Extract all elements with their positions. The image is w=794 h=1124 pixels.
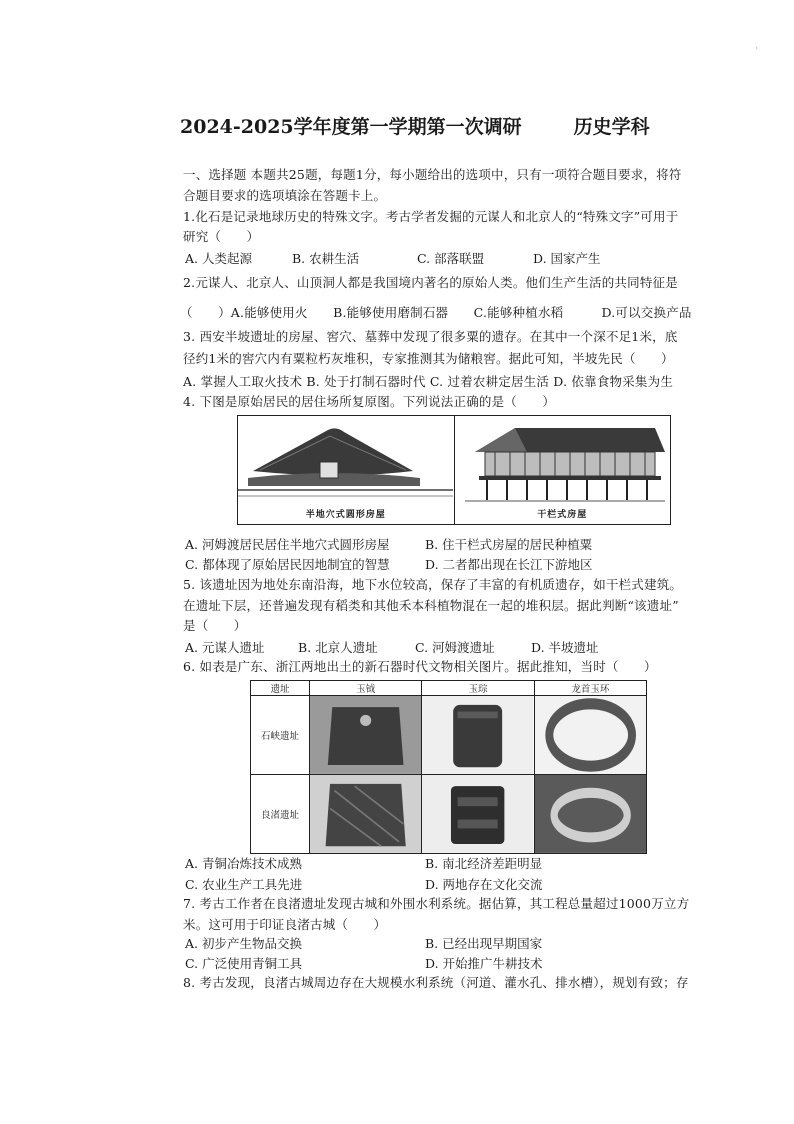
q1-option-a[interactable]: A. 人类起源 (185, 251, 252, 266)
q4-option-d[interactable]: D. 二者都出现在长江下游地区 (425, 557, 593, 572)
dragon-ring-photo (535, 775, 646, 853)
q7-option-d[interactable]: D. 开始推广牛耕技术 (425, 956, 543, 971)
jade-cong-photo (422, 696, 533, 774)
q5-option-a[interactable]: A. 元谋人遗址 (185, 640, 265, 655)
q6-option-a[interactable]: A. 青铜冶炼技术成熟 (185, 856, 302, 871)
q1-option-d[interactable]: D. 国家产生 (533, 251, 601, 266)
q1-option-c[interactable]: C. 部落联盟 (417, 251, 485, 266)
q7-options-row-2 (185, 954, 543, 972)
liangzhu-ring-image (534, 774, 646, 853)
q6-options-row-2 (185, 875, 543, 893)
q6-stem: 6. 如表是广东、浙江两地出土的新石器时代文物相关图片。据此推知，当时（ ） (183, 659, 657, 674)
jade-yue-photo (310, 696, 421, 774)
q3-stem-1: 3. 西安半坡遗址的房屋、窖穴、墓葬中发现了很多粟的遗存。在其中一个深不足1米，底 (183, 329, 678, 344)
q7-option-c[interactable]: C. 广泛使用青铜工具 (185, 956, 303, 971)
q7-option-b[interactable]: B. 已经出现早期国家 (425, 936, 543, 951)
table-header-jade-yue: 玉钺 (310, 681, 422, 696)
q8-stem: 8. 考古发现，良渚古城周边存在大规模水利系统（河道、灌水孔、排水槽），规划有致；存 (183, 975, 689, 990)
q4-dwelling-figure (237, 415, 671, 525)
q7-option-a[interactable]: A. 初步产生物品交换 (185, 936, 302, 951)
page-title (180, 112, 740, 139)
shixia-ring-image (534, 696, 646, 775)
q2-answer-line[interactable]: （ ）A.能够使用火 B.能够使用磨制石器 C.能够种植水稻 D.可以交换产品 (180, 305, 692, 320)
q5-option-d[interactable]: D. 半坡遗址 (531, 640, 599, 655)
q4-option-b[interactable]: B. 住干栏式房屋的居民种植粟 (425, 537, 593, 552)
q4-option-c[interactable]: C. 都体现了原始居民因地制宜的智慧 (185, 557, 390, 572)
q3-stem-2: 径约1米的窖穴内有粟粒朽灰堆积，专家推测其为储粮窖。据此可知，半坡先民（ ） (183, 351, 674, 366)
table-header-site: 遗址 (251, 681, 310, 696)
table-row (251, 696, 647, 775)
q1-stem-2: 研究（ ） (183, 229, 260, 244)
table-header-jade-cong: 玉琮 (422, 681, 534, 696)
scan-mark: · (755, 44, 758, 53)
q4-options-row-1 (185, 535, 592, 553)
q5-options (185, 638, 599, 656)
q5-stem-1: 5. 该遗址因为地处东南沿海，地下水位较高，保存了丰富的有机质遗存，如干栏式建筑。 (183, 577, 683, 592)
q5-stem-3: 是（ ） (183, 618, 247, 633)
jade-cong-photo (422, 775, 533, 853)
exam-title: 2024-2025学年度第一学期第一次调研 (180, 116, 522, 138)
q5-option-c[interactable]: C. 河姆渡遗址 (415, 640, 495, 655)
q6-option-c[interactable]: C. 农业生产工具先进 (185, 877, 303, 892)
row-label-shixia: 石峡遗址 (251, 696, 310, 775)
table-header-row (251, 681, 647, 696)
q7-options-row-1 (185, 934, 542, 952)
liangzhu-yue-image (310, 774, 422, 853)
pit-house-panel (238, 416, 454, 524)
q1-option-b[interactable]: B. 农耕生活 (292, 251, 360, 266)
table-row (251, 774, 647, 853)
q6-options-row-1 (185, 854, 542, 872)
instructions-line-2: 合题目要求的选项填涂在答题卡上。 (183, 188, 387, 203)
q7-stem-2: 米。这可用于印证良渚古城（ ） (183, 917, 387, 932)
liangzhu-cong-image (422, 774, 534, 853)
q5-stem-2: 在遗址下层，还普遍发现有稻类和其他禾本科植物混在一起的堆积层。据此判断“该遗址” (183, 598, 679, 613)
q6-option-d[interactable]: D. 两地存在文化交流 (425, 877, 543, 892)
dragon-ring-photo (535, 696, 646, 774)
subject-label: 历史学科 (573, 116, 650, 138)
q1-options (185, 249, 601, 267)
table-header-dragon-ring: 龙首玉环 (534, 681, 646, 696)
shixia-yue-image (310, 696, 422, 775)
q2-stem: 2.元谋人、北京人、山顶洞人都是我国境内著名的原始人类。他们生产生活的共同特征是 (183, 275, 678, 290)
jade-yue-photo (310, 775, 421, 853)
q4-options-row-2 (185, 555, 593, 573)
pit-house-caption: 半地穴式圆形房屋 (305, 510, 386, 520)
q6-option-b[interactable]: B. 南北经济差距明显 (425, 856, 543, 871)
q4-option-a[interactable]: A. 河姆渡居民居住半地穴式圆形房屋 (185, 537, 390, 552)
q1-stem-1: 1.化石是记录地球历史的特殊文字。考古学者发掘的元谋人和北京人的“特殊文字”可用于 (183, 209, 679, 224)
row-label-liangzhu: 良渚遗址 (251, 774, 310, 853)
q7-stem-1: 7. 考古工作者在良渚遗址发现古城和外围水利系统。据估算，其工程总量超过1000万立方 (183, 896, 690, 911)
q3-options[interactable]: A. 掌握人工取火技术 B. 处于打制石器时代 C. 过着农耕定居生活 D. 依靠食物采集为生 (183, 374, 674, 389)
shixia-cong-image (422, 696, 534, 775)
q4-stem: 4. 下图是原始居民的居住场所复原图。下列说法正确的是（ ） (183, 394, 556, 409)
instructions-line-1: 一、选择题 本题共25题，每题1分，每小题给出的选项中，只有一项符合题目要求，将符 (183, 167, 682, 182)
stilt-house-panel (454, 416, 671, 524)
stilt-house-caption: 干栏式房屋 (537, 510, 588, 520)
q6-artifact-table (250, 680, 647, 854)
q5-option-b[interactable]: B. 北京人遗址 (298, 640, 378, 655)
